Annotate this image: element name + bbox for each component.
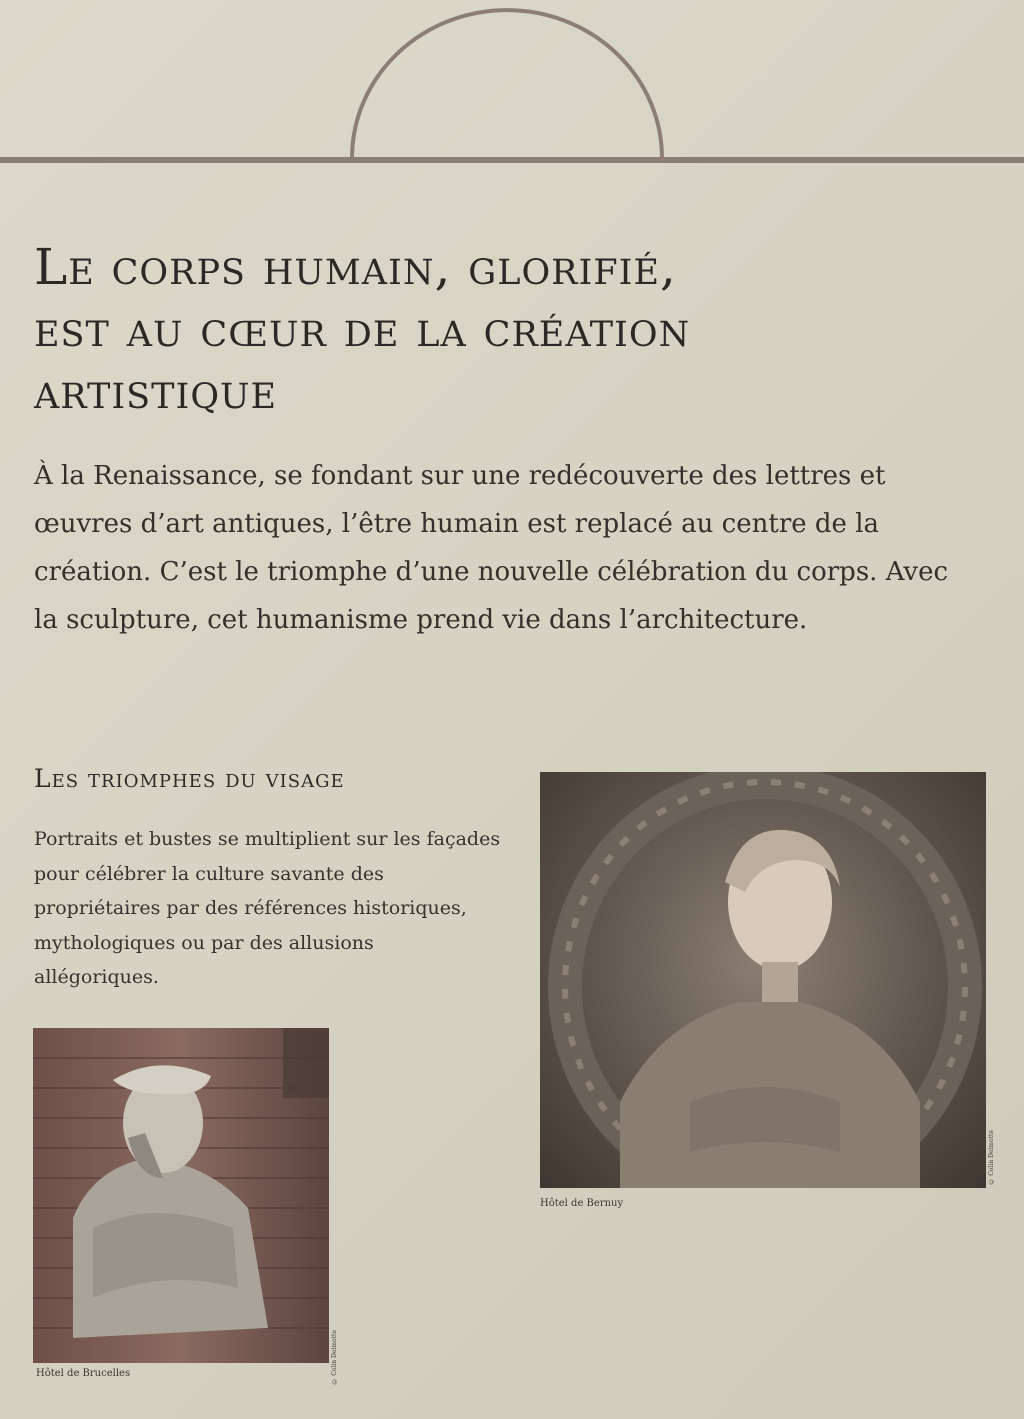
medallion-portrait-image (540, 772, 986, 1188)
intro-paragraph: À la Renaissance, se fondant sur une redécouverte des lettres et œuvres d’art antiques, l’être humain est replacé au centre de la création. C’est le triomphe d’une nouvelle célébration du corps. Avec la sculpture, cet humanisme prend vie dans l’architecture. (34, 461, 949, 635)
photo-credit: © Colin Delmotte (331, 1330, 338, 1385)
title-line: Le corps humain, glorifié, (34, 238, 677, 296)
photo-caption: Hôtel de Brucelles (36, 1368, 131, 1379)
photo-hotel-de-brucelles (33, 1028, 329, 1363)
photo-caption: Hôtel de Bernuy (540, 1198, 624, 1209)
bust-sculpture-image (33, 1028, 329, 1363)
section-paragraph: Portraits et bustes se multiplient sur les façades pour célébrer la culture savante des propriétaires par des références historiques, mythologiques ou par des allusions allégoriques. (34, 828, 501, 988)
page-title (34, 236, 934, 422)
header-ornament (0, 0, 1024, 200)
photo-hotel-de-bernuy (540, 772, 986, 1188)
title-line: artistique (34, 362, 278, 420)
title-line: est au cœur de la création (34, 300, 691, 358)
section-title: Les triomphes du visage (34, 764, 345, 793)
photo-credit: © Colin Delmotte (988, 1130, 995, 1185)
